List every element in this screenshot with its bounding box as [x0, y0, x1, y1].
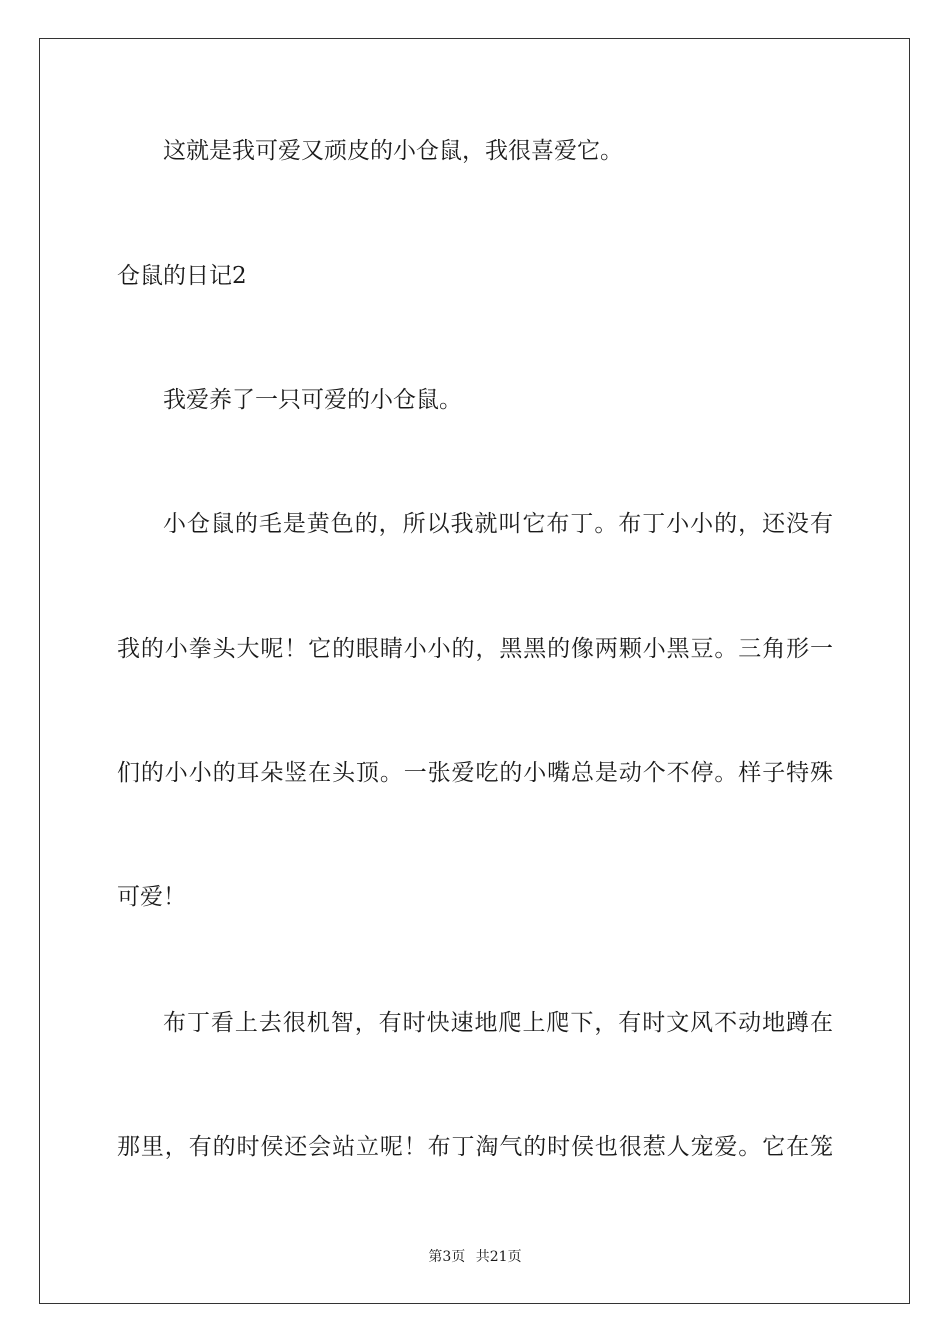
paragraph-line: 我爱养了一只可爱的小仓鼠。: [163, 387, 462, 413]
page-border: [39, 38, 910, 1304]
paragraph-line: 布丁看上去很机智，有时快速地爬上爬下，有时文风不动地蹲在: [163, 1010, 833, 1036]
paragraph-line: 们的小小的耳朵竖在头顶。一张爱吃的小嘴总是动个不停。样子特殊: [117, 760, 833, 786]
page-total: 共21页: [475, 1249, 522, 1265]
page-footer: [0, 1246, 950, 1266]
paragraph-line: 我的小拳头大呢！它的眼睛小小的，黑黑的像两颗小黑豆。三角形一: [117, 636, 833, 662]
paragraph-line: 可爱！: [117, 884, 186, 910]
paragraph-line: 小仓鼠的毛是黄色的，所以我就叫它布丁。布丁小小的，还没有: [163, 511, 833, 537]
paragraph-line: 这就是我可爱又顽皮的小仓鼠，我很喜爱它。: [163, 138, 623, 164]
section-heading: 仓鼠的日记2: [117, 263, 247, 289]
page-number: 第3页: [428, 1249, 466, 1265]
paragraph-line: 那里，有的时侯还会站立呢！布丁淘气的时侯也很惹人宠爱。它在笼: [117, 1134, 833, 1160]
